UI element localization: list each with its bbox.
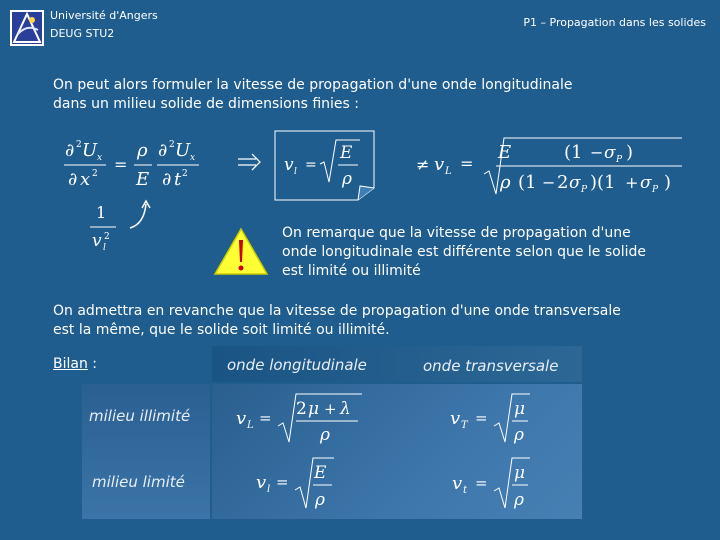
svg-text:): ) [626,142,634,163]
intro-line-2: dans un milieu solide de dimensions finies : [53,96,359,112]
svg-text:U: U [82,140,98,161]
limited-velocity-formula-box [272,128,378,208]
svg-text:2: 2 [92,169,98,179]
remark-line-3: est limité ou illimité [282,263,421,279]
svg-text:T: T [461,420,468,431]
svg-text:σ: σ [569,173,581,193]
row-header-limited: milieu limité [92,473,185,491]
svg-text:ρ: ρ [315,490,325,510]
svg-text:2: 2 [296,399,307,419]
svg-text:U: U [175,140,191,161]
svg-text:1: 1 [96,203,107,222]
svg-text:σ: σ [604,143,616,163]
intro-line-1: On peut alors formuler la vitesse de propagation d'une onde longitudinale [53,77,573,93]
svg-text:E: E [136,169,150,190]
svg-text:∂: ∂ [65,140,75,161]
table-row-header-band [82,384,210,519]
svg-text:v: v [452,473,463,494]
transverse-line-1: On admettra en revanche que la vitesse de propagation d'une onde transversale [53,303,621,319]
transverse-line-2: est la même, que le solide soit limité ou illimité. [53,322,390,338]
svg-text:(1: (1 [564,142,583,163]
svg-text:v: v [92,231,102,251]
row-header-unlimited: milieu illimité [89,407,191,425]
svg-text:2: 2 [169,140,175,150]
column-header-longitudinal: onde longitudinale [227,356,367,374]
bilan-colon: : [87,356,98,372]
svg-text:2: 2 [76,140,82,150]
svg-text:λ: λ [340,399,351,419]
chapter-title: P1 – Propagation dans les solides [523,16,706,29]
svg-text:v: v [434,154,445,175]
svg-text:t: t [174,169,182,190]
svg-text:)(1: )(1 [590,172,616,193]
column-header-transverse: onde transversale [423,357,559,375]
svg-text:x: x [80,169,91,190]
svg-text:∂: ∂ [68,169,78,190]
svg-text:v: v [284,155,294,175]
svg-text:l: l [294,167,297,177]
svg-text:v: v [450,408,461,429]
svg-text:t: t [463,485,468,496]
svg-text:l: l [267,484,271,495]
svg-text:v: v [236,408,247,429]
svg-text:ρ: ρ [514,425,524,445]
svg-text:−: − [542,173,556,192]
svg-text:2: 2 [104,232,110,242]
svg-text:=: = [305,157,317,173]
unlimited-velocity-formula [412,134,688,204]
svg-text:ρ: ρ [500,172,511,193]
svg-text:−: − [590,143,604,162]
svg-text:≠: ≠ [416,155,430,174]
remark-line-2: onde longitudinale est différente selon que le solide [282,244,647,260]
svg-text:P: P [616,155,623,165]
course-name: DEUG STU2 [50,27,115,40]
svg-text:=: = [259,409,272,427]
svg-text:=: = [475,474,488,492]
svg-text:l: l [103,243,106,253]
svg-text:μ: μ [514,463,526,483]
institution-name: Université d'Angers [50,9,158,22]
svg-text:E: E [314,463,327,483]
svg-text:L: L [445,166,452,177]
svg-text:∂: ∂ [158,140,168,161]
formula-unlimited-transverse [446,390,536,450]
svg-text:E: E [340,143,353,163]
svg-text:σ: σ [640,173,652,193]
svg-text:): ) [664,172,672,193]
svg-text:∂: ∂ [162,169,172,190]
formula-limited-longitudinal [252,454,342,516]
formula-unlimited-longitudinal [232,390,368,450]
implies-symbol [236,152,262,176]
svg-text:E: E [498,142,512,163]
svg-text:L: L [247,420,254,431]
svg-text:ρ: ρ [514,490,524,510]
bilan-label [53,355,97,374]
svg-text:=: = [114,155,128,174]
svg-text:ρ: ρ [342,169,352,189]
svg-text:(1: (1 [518,172,537,193]
warning-exclamation-icon [212,226,270,282]
svg-text:x: x [190,153,196,163]
svg-text:2: 2 [182,169,188,179]
svg-text:x: x [97,153,103,163]
svg-text:ρ: ρ [137,140,148,161]
svg-text:=: = [276,473,289,491]
svg-text:+: + [625,173,639,192]
remark-line-1: On remarque que la vitesse de propagation d'une [282,225,631,241]
wave-equation [62,136,212,200]
svg-text:μ: μ [308,399,320,419]
svg-text:P: P [581,185,588,195]
svg-text:v: v [256,472,267,493]
university-logo-icon [10,10,44,46]
svg-text:+: + [324,400,337,418]
svg-text:=: = [460,154,474,173]
formula-limited-transverse [448,454,538,516]
svg-text:ρ: ρ [320,425,330,445]
svg-text:=: = [475,409,488,427]
svg-text:μ: μ [514,399,526,419]
svg-text:2: 2 [557,172,569,193]
svg-text:P: P [652,185,659,195]
inverse-velocity-squared [86,200,166,260]
bilan-word: Bilan [53,356,88,372]
